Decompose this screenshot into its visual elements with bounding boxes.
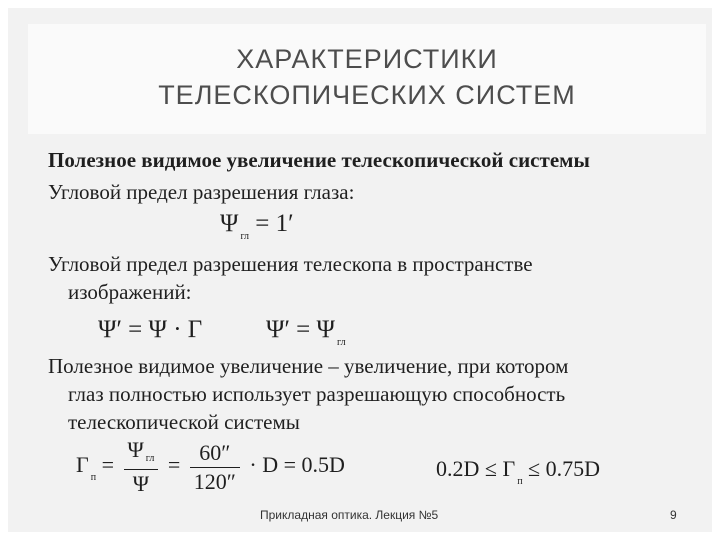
fraction-psi-num-sub: гл: [145, 453, 155, 464]
fraction-psi-denominator: Ψ: [132, 471, 150, 496]
useful-line-1: Полезное видимое увеличение – увеличение, при котором: [48, 354, 569, 378]
slide: [8, 8, 712, 532]
formula-eye-limit-lhs: Ψ: [220, 210, 239, 237]
formula-gamma: Γ: [76, 452, 89, 478]
formula-inequality-right: ≤ 0.75D: [528, 456, 601, 481]
formula-gamma-sub: п: [90, 472, 97, 484]
formula-telescope-limit: Ψ′ = Ψ · Γ: [98, 316, 203, 343]
title-box: [28, 24, 706, 134]
fraction-psi-num-symbol: Ψ: [127, 437, 144, 462]
fraction-arcsec-numerator: 60″: [190, 441, 240, 468]
formula-eye-limit-rhs: = 1′: [255, 210, 294, 237]
formula-inequality-sub: п: [517, 476, 523, 487]
useful-line-2: глаз полностью использует разрешающую способность: [68, 382, 566, 406]
footer-lecture: Прикладная оптика. Лекция №5: [260, 508, 439, 522]
formula-eye-equality: [266, 316, 346, 348]
formula-useful-magnification: [76, 438, 345, 496]
fraction-arcsec-denominator: 120″: [193, 468, 236, 494]
formula-eye-equality-sub: гл: [336, 337, 346, 348]
useful-line-3: телескопической системы: [68, 410, 300, 434]
fraction-psi-numerator: [124, 438, 159, 470]
formula-equals-1: =: [101, 452, 114, 478]
formula-inequality-left: 0.2D ≤ Γ: [436, 456, 516, 481]
formula-tail: · D = 0.5D: [249, 452, 345, 478]
formula-equals-2: =: [167, 452, 181, 478]
formula-eye-limit-sub: гл: [240, 231, 250, 242]
formula-inequality: [436, 456, 601, 487]
section-heading: Полезное видимое увеличение телескопической системы: [48, 148, 590, 172]
telescope-limit-line-2: изображений:: [68, 280, 192, 304]
page-number: 9: [670, 508, 677, 522]
eye-limit-label: Угловой предел разрешения глаза:: [48, 180, 355, 204]
slide-title-line-2: ТЕЛЕСКОПИЧЕСКИХ СИСТЕМ: [158, 80, 576, 110]
fraction-psi: [124, 438, 159, 496]
fraction-arcsec: [190, 441, 240, 494]
slide-title-line-1: ХАРАКТЕРИСТИКИ: [236, 44, 498, 74]
formula-eye-equality-main: Ψ′ = Ψ: [266, 316, 335, 343]
formula-eye-limit: [220, 210, 294, 242]
telescope-limit-line-1: Угловой предел разрешения телескопа в пространстве: [48, 252, 533, 276]
